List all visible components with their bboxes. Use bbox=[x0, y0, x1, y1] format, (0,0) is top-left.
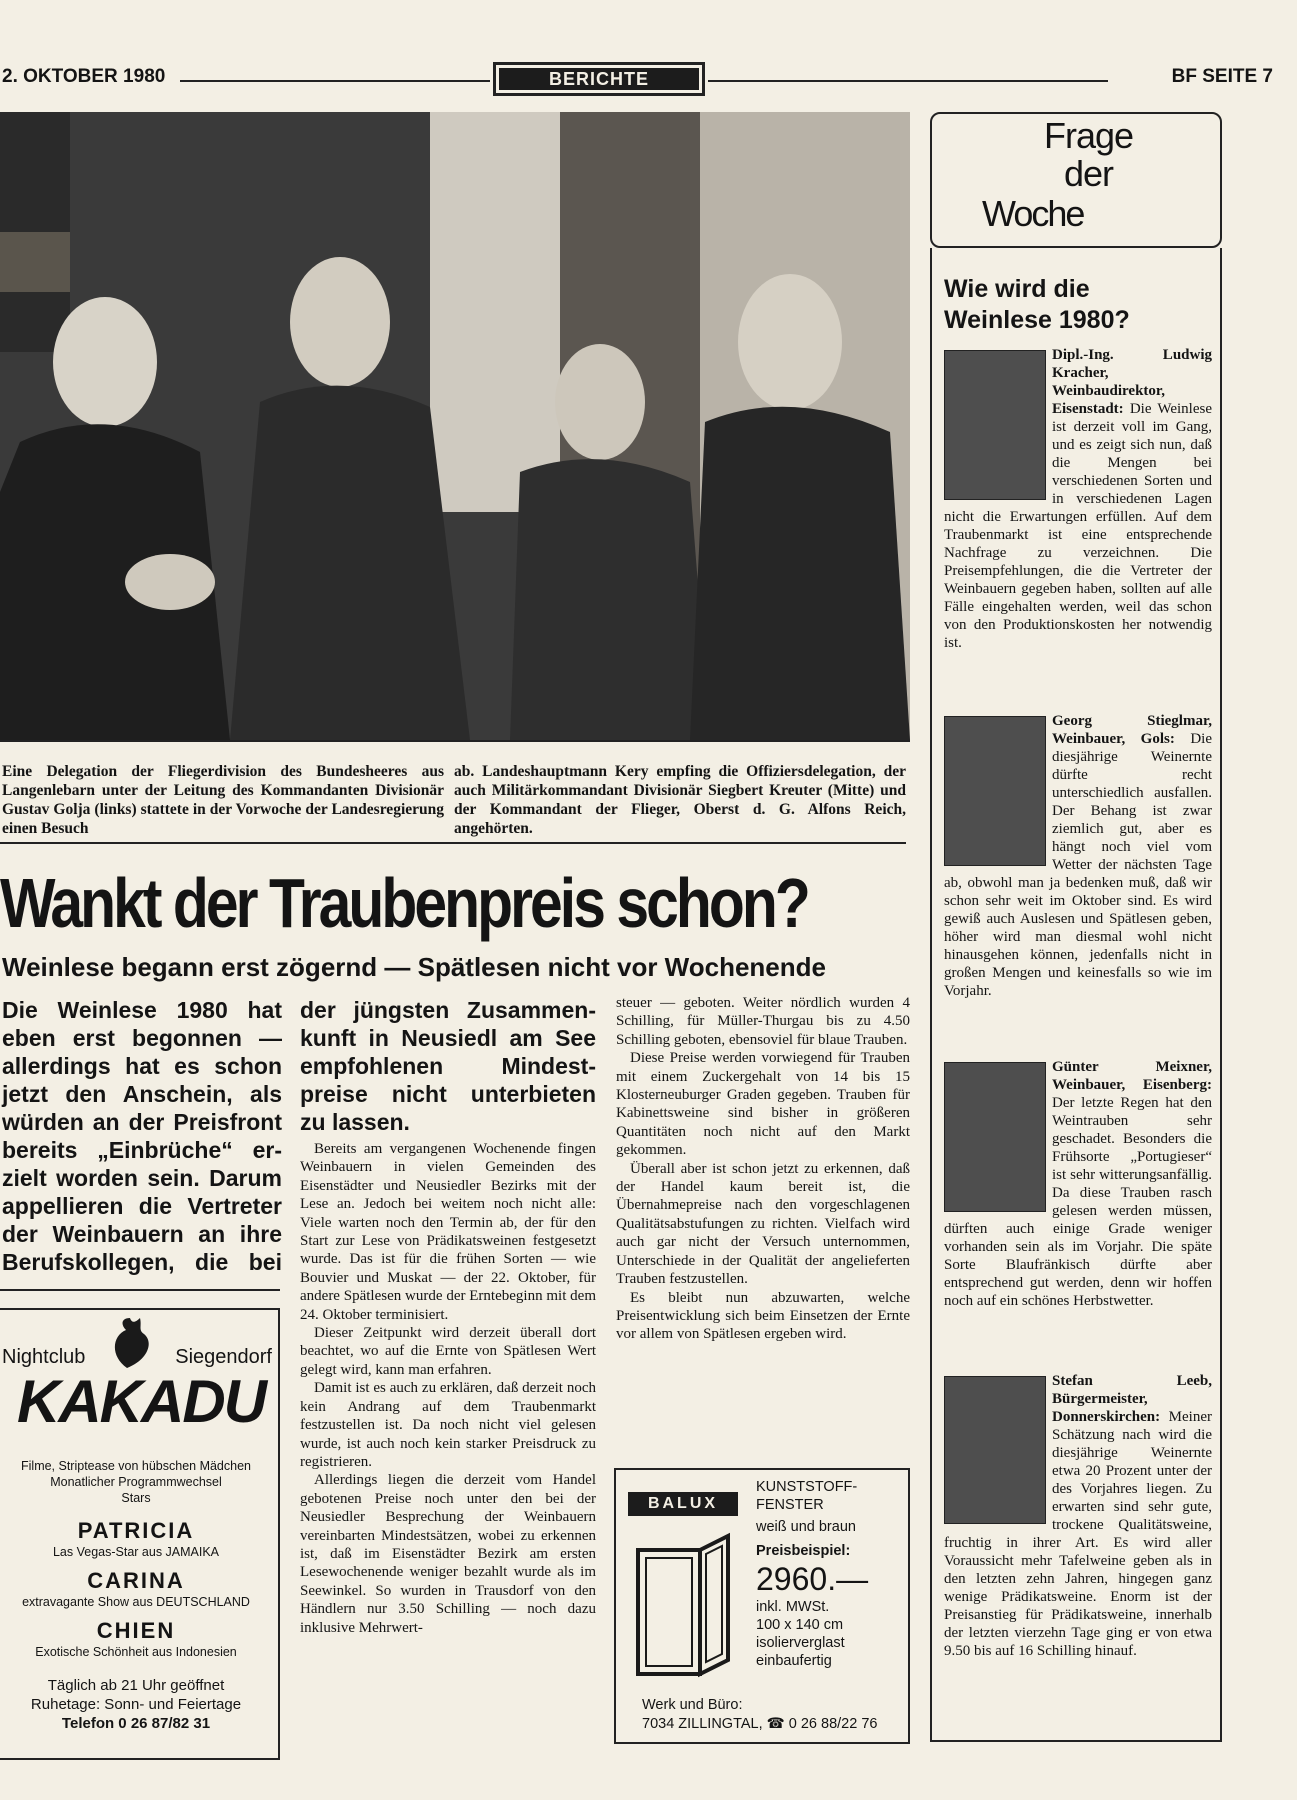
lead-line: Berufskollegen, die bei bbox=[2, 1249, 282, 1275]
photo-illustration bbox=[0, 112, 910, 740]
lead-line: appellieren die Vertreter bbox=[2, 1193, 282, 1219]
ad-open-hours: Täglich ab 21 Uhr geöffnet bbox=[47, 1677, 225, 1694]
phone-icon: ☎ bbox=[766, 1716, 785, 1732]
body-paragraph: Dieser Zeitpunkt wird derzeit überall dort beachtet, wo auf die Ernte von Spätlesen Wert gelegt wird, kann man erfahren. bbox=[300, 1325, 596, 1378]
section-label: BERICHTE bbox=[499, 68, 699, 90]
portrait-photo bbox=[944, 716, 1046, 866]
balux-install: einbaufertig bbox=[756, 1653, 832, 1669]
answer-text: Der letzte Regen hat den Weintrauben sehr geschadet. Besonders die Frühsorte „Portugieser“ ist sehr witterungsanfällig. Da diese Trauben rasch gelesen werden müssen, dürften auch einige Grade weniger vorhanden sein als im Vorjahr. Die späte Sorte Blaufränkisch dürfte aber entsprechend gut werden, denn wir hoffen noch auf ein schönes Herbstwetter. bbox=[944, 1095, 1212, 1309]
article-body-col3 bbox=[616, 994, 910, 1344]
ad-location: Siegendorf bbox=[175, 1346, 272, 1368]
article-lead-col1 bbox=[2, 996, 282, 1276]
section-box bbox=[493, 62, 705, 96]
answer-name: Stefan Leeb, Bürgermeister, Donnerskirchen: bbox=[1052, 1373, 1212, 1425]
sidebar-question: Wie wird die Weinlese 1980? bbox=[944, 275, 1130, 334]
answer-4 bbox=[944, 1372, 1212, 1736]
lead-line: kunft in Neusiedl am See bbox=[300, 1025, 596, 1051]
ad-phone: Telefon 0 26 87/82 31 bbox=[61, 1715, 211, 1732]
lead-line: zu lassen. bbox=[300, 1109, 410, 1135]
portrait-photo bbox=[944, 1376, 1046, 1524]
page-number: BF SEITE 7 bbox=[1171, 66, 1273, 87]
answer-2 bbox=[944, 712, 1212, 1052]
balux-address-block bbox=[642, 1696, 877, 1734]
balux-glass: isolierverglast bbox=[756, 1635, 845, 1651]
answer-text: Meiner Schätzung nach wird die diesjährige Weinernte etwa 20 Prozent unter der des Vorjahres liegen. Zu erwarten sind sehr gute, trockene Qualitätsweine, fruchtig in ihrer Art. Es wird aller Voraussicht mehr Tafelweine geben als in den letzten zehn Jahren, hingegen ganz wenige Prädikatsweine. Enorm ist der Preisanstieg für Prädikatsweine, innerhalb der letzten vierzehn Tage ging er von etwa 9.50 bis auf 16 Schilling hinauf. bbox=[944, 1409, 1212, 1659]
lead-line: preise nicht unterbieten bbox=[300, 1081, 596, 1107]
portrait-photo bbox=[944, 1062, 1046, 1212]
sidebar-border-bottom bbox=[930, 1740, 1222, 1742]
lead-line: allerdings hat es schon bbox=[2, 1053, 282, 1079]
answer-3 bbox=[944, 1058, 1212, 1366]
balux-ad bbox=[614, 1468, 910, 1744]
star-name: CARINA bbox=[87, 1568, 185, 1593]
body-paragraph: Es bleibt nun abzuwarten, welche Preisentwicklung sich beim Einsetzen der Ernte vor allem von Spätlesen ergeben wird. bbox=[616, 1289, 910, 1343]
ad-line: Filme, Striptease von hübschen Mädchen bbox=[21, 1459, 251, 1473]
lead-line: zielt worden sein. Darum bbox=[2, 1165, 282, 1191]
balux-price: 2960.— bbox=[756, 1561, 869, 1597]
answer-1 bbox=[944, 346, 1212, 706]
ad-hours bbox=[0, 1676, 272, 1733]
ad-logo-kakadu: KAKADU bbox=[17, 1368, 265, 1435]
article-lead-col2 bbox=[300, 996, 596, 1136]
ad-nightclub-label: Nightclub bbox=[2, 1346, 86, 1368]
delegation-photo bbox=[0, 112, 910, 742]
frage-der-woche-box bbox=[930, 112, 1222, 248]
portrait-photo bbox=[944, 350, 1046, 500]
article-subheadline: Weinlese begann erst zögernd — Spätlesen nicht vor Wochenende bbox=[2, 952, 826, 982]
nightclub-ad bbox=[0, 1308, 280, 1760]
answer-name: Georg Stieglmar, Weinbauer, Gols: bbox=[1052, 713, 1212, 747]
balux-tax: inkl. MWSt. bbox=[756, 1599, 830, 1615]
star-desc: Exotische Schönheit aus Indonesien bbox=[35, 1645, 237, 1659]
lead-line: der Weinbauern an ihre bbox=[2, 1221, 282, 1247]
cockatoo-icon bbox=[92, 1316, 162, 1370]
body-paragraph: Allerdings liegen die derzeit vom Handel gebotenen Preise noch unter den bei der Neusiedler Besprechung der Weinbauern vereinbarten Mindestsätzen, wobei zu erkennen ist, daß im Eisenstädter Bezirk am ersten Lesewochenende weniger bezahlt wurde als im Seewinkel. So wurden in Trausdorf von den Händlern nur 3.50 Schilling — noch dazu inklusive Mehrwert- bbox=[300, 1472, 596, 1636]
article-body-col2 bbox=[300, 1140, 596, 1637]
fdw-title-1: Frage bbox=[1044, 115, 1134, 156]
photo-caption-right: ab. Landeshauptmann Kery empfing die Offiziersdelegation, der auch Militärkommandant Divisionär Siegbert Kreuter (Mitte) und der Kommandant der Flieger, Oberst d. G. Alfons Reich, angehörten. bbox=[454, 763, 906, 837]
star-name: CHIEN bbox=[96, 1618, 176, 1643]
balux-price-label: Preisbeispiel: bbox=[756, 1543, 851, 1559]
balux-address: 7034 ZILLINGTAL, bbox=[642, 1716, 763, 1732]
answer-name: Dipl.-Ing. Ludwig Kracher, Weinbaudirektor, Eisenstadt: bbox=[1052, 347, 1212, 417]
star-desc: Las Vegas-Star aus JAMAIKA bbox=[52, 1545, 220, 1559]
photo-caption-left: Eine Delegation der Fliegerdivision des Bundesheeres aus Langenlebarn unter der Leitung des Kommandanten Divisionär Gustav Golja (links) stattete in der Vorwoche der Landesregierung einen Besuch bbox=[2, 763, 444, 837]
header-rule-right bbox=[708, 80, 1108, 82]
issue-date: 2. OKTOBER 1980 bbox=[2, 66, 166, 87]
lead-line: bereits „Einbrüche“ er- bbox=[2, 1137, 282, 1163]
answer-text: Die Weinlese ist derzeit voll im Gang, und es zeigt sich nun, daß die Mengen bei verschiedenen Sorten und in verschiedenen Lagen nicht die Erwartungen erfüllen. Auf dem Traubenmarkt ist eine entsprechende Nachfrage zu verzeichnen. Die Preisempfehlungen, die die Vertreter der Weinbauern gegeben haben, sollten auf alle Fälle eingehalten werden, weil das schon von den Produktionskosten her notwendig ist. bbox=[944, 401, 1212, 651]
lead-line: der jüngsten Zusammen- bbox=[300, 997, 596, 1023]
lead-line: würden an der Preisfront bbox=[2, 1109, 282, 1135]
article-headline: Wankt der Traubenpreis schon? bbox=[0, 864, 808, 942]
lead-line: jetzt den Anschein, als bbox=[2, 1081, 282, 1107]
ad-description bbox=[0, 1458, 272, 1506]
fdw-title-3: Woche bbox=[982, 193, 1084, 234]
body-paragraph: Bereits am vergangenen Wochenende fingen Weinbauern in vielen Gemeinden des Eisenstädter und Neusiedler Bezirks mit der Lese an. Jedoch bei weitem noch nicht alle: Viele warten noch den Termin ab, der für den Start zur Lese von Prädikatsweinen festgesetzt wurde. Das ist für die frühen Sorten — wie Bouvier und Muskat — der 22. Oktober, für andere Spätlesen wurde der Erntebeginn mit dem 24. Oktober terminisiert. bbox=[300, 1141, 596, 1323]
caption-rule bbox=[0, 842, 906, 844]
balux-info bbox=[756, 1478, 868, 1670]
ad-line: Monatlicher Programmwechsel bbox=[50, 1475, 222, 1489]
balux-phone: 0 26 88/22 76 bbox=[788, 1716, 878, 1732]
ad-line: Stars bbox=[121, 1491, 151, 1505]
balux-office: Werk und Büro: bbox=[642, 1697, 743, 1713]
ad-stars bbox=[0, 1518, 272, 1660]
balux-line: KUNSTSTOFF- bbox=[756, 1479, 858, 1495]
fdw-title-2: der bbox=[1064, 153, 1114, 194]
balux-line: weiß und braun bbox=[756, 1519, 856, 1535]
sidebar-border-right bbox=[1220, 248, 1222, 1742]
lead-line: empfohlenen Mindest- bbox=[300, 1053, 596, 1079]
body-paragraph: Überall aber ist schon jetzt zu erkennen, daß der Handel kaum bereit ist, die Übernahmepreise nach den vorgeschlagenen Qualitätsabstufungen zu richten. Vielfach wird auch gar nicht der Versuch unternommen, Unterschiede in der Qualität der angelieferten Trauben festzustellen. bbox=[616, 1160, 910, 1288]
balux-logo: BALUX bbox=[628, 1492, 738, 1516]
lead-line: Die Weinlese 1980 hat bbox=[2, 997, 282, 1023]
body-paragraph: steuer — geboten. Weiter nördlich wurden 4 Schilling, für Müller-Thurgau bis zu 4.50 Schilling geboten, ebensoviel für blaue Trauben. bbox=[616, 995, 910, 1048]
answer-text: Die diesjährige Weinernte dürfte recht unterschiedlich ausfallen. Der Behang ist zwar ziemlich gut, aber es hängt noch viel vom Wetter der nächsten Tage ab, obwohl man ja bedenken muß, daß wir schon sehr weit im Oktober sind. Es wird gewiß auch Auslesen und Spätlesen geben, höher wird man diesmal wohl nicht hinausgehen können, jedenfalls nicht in großen Mengen und keinesfalls so wie im Vorjahr. bbox=[944, 731, 1212, 999]
header-rule-left bbox=[180, 80, 490, 82]
star-desc: extravagante Show aus DEUTSCHLAND bbox=[22, 1595, 250, 1609]
ad-closed-days: Ruhetage: Sonn- und Feiertage bbox=[30, 1696, 242, 1713]
ad-separator-rule bbox=[0, 1289, 280, 1291]
body-paragraph: Diese Preise werden vorwiegend für Trauben mit einem Zuckergehalt von 14 bis 15 Klosterneuburger Graden gegeben. Trauben für Kabinettsweine sind bisher in größeren Quantitäten noch nicht auf den Markt gekommen. bbox=[616, 1050, 910, 1159]
lead-line: eben erst begonnen — bbox=[2, 1025, 282, 1051]
window-icon bbox=[634, 1532, 734, 1682]
balux-line: FENSTER bbox=[756, 1497, 824, 1513]
body-paragraph: Damit ist es auch zu erklären, daß derzeit noch kein Andrang auf dem Traubenmarkt festzustellen ist. Da noch nicht viel gelesen wurde, ist auch noch kein starker Preisdruck zu registrieren. bbox=[300, 1380, 596, 1470]
star-name: PATRICIA bbox=[77, 1518, 195, 1543]
sidebar-border-left bbox=[930, 248, 932, 1742]
answer-name: Günter Meixner, Weinbauer, Eisenberg: bbox=[1052, 1059, 1212, 1093]
balux-size: 100 x 140 cm bbox=[756, 1617, 844, 1633]
